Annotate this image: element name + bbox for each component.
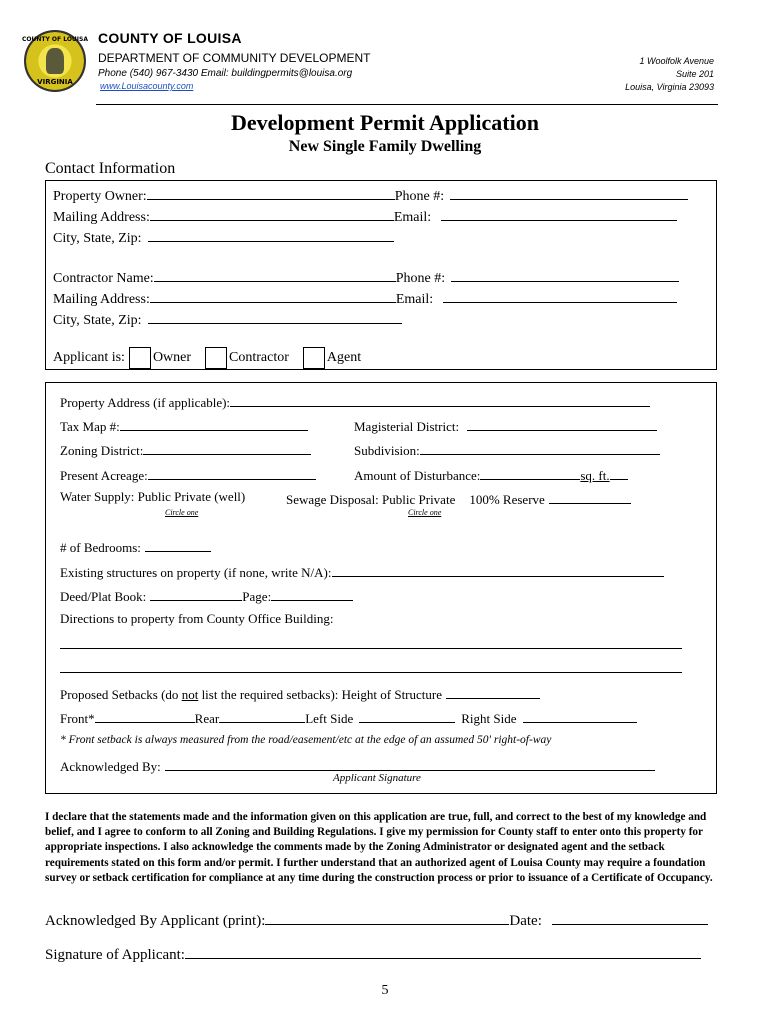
rear-label: Rear — [194, 711, 220, 726]
zoning-label: Zoning District: — [60, 443, 144, 458]
page-subtitle: New Single Family Dwelling — [288, 138, 482, 155]
header-divider — [96, 104, 718, 105]
contractor-phone-field[interactable] — [451, 267, 679, 282]
contractor-city-field[interactable] — [148, 309, 402, 324]
tax-map-field[interactable] — [120, 416, 308, 431]
subdivision-row — [354, 440, 660, 459]
ack-print-row — [45, 910, 708, 930]
setbacks-label-pre: Proposed Setbacks (do — [60, 687, 182, 702]
contractor-phone-label: Phone #: — [395, 271, 446, 286]
applicant-is-label: Applicant is: — [53, 350, 125, 366]
contractor-email-label: Email: — [395, 292, 434, 307]
seal-figure — [46, 48, 64, 74]
water-circle-one-note: Circle one — [165, 508, 199, 517]
property-owner-label: Property Owner: — [53, 189, 147, 204]
address-line-2: Suite 201 — [675, 69, 714, 79]
signature-field[interactable] — [185, 944, 701, 959]
property-owner-field[interactable] — [147, 185, 395, 200]
existing-structures-label: Existing structures on property (if none, write N/A): — [60, 565, 332, 580]
reserve-field[interactable] — [549, 489, 631, 504]
seal-bottom-text: VIRGINIA — [37, 78, 73, 86]
directions-field-1[interactable] — [60, 634, 682, 649]
contractor-city-row — [53, 309, 402, 329]
contractor-option-label: Contractor — [229, 350, 289, 366]
agent-option-label: Agent — [326, 350, 362, 366]
front-label: Front* — [60, 711, 95, 726]
subdivision-label: Subdivision: — [354, 443, 420, 458]
acknowledged-signature-field[interactable] — [165, 756, 655, 771]
rear-field[interactable] — [219, 708, 305, 723]
contractor-name-label: Contractor Name: — [53, 271, 154, 286]
right-side-field[interactable] — [523, 708, 637, 723]
reserve-label: 100% Reserve — [469, 492, 545, 507]
deed-row — [60, 586, 353, 605]
directions-field-2[interactable] — [60, 658, 682, 673]
setbacks-not-emphasis: not — [181, 687, 199, 702]
ack-print-field[interactable] — [265, 910, 509, 925]
property-address-row — [60, 392, 650, 411]
tax-map-row — [60, 416, 308, 435]
contractor-checkbox[interactable] — [205, 347, 227, 369]
sewage-label[interactable]: Sewage Disposal: Public Private — [286, 492, 456, 507]
subdivision-field[interactable] — [420, 440, 660, 455]
page-field[interactable] — [271, 586, 353, 601]
setbacks-row — [60, 684, 540, 703]
seal-top-text: COUNTY OF LOUISA — [22, 36, 88, 43]
existing-structures-field[interactable] — [332, 562, 664, 577]
declaration-paragraph: I declare that the statements made and the information given on this application are true, full, and correct to the best of my knowledge and belief, and I agree to conform to all Zoning and Building Regulations. I give my permission for County staff to enter onto this property for appropriate inspections. I also acknowledge the comments made by the Zoning Administrator or designated agent and the setback requirements stated on this form and/or permit. I further understand that an authorized agent of Louisa County may require a foundation survey or setback certification for compliance at any time during the construction process or prior to issuance of a Certificate of Occupancy. — [45, 811, 713, 884]
contractor-mailing-row — [53, 288, 677, 308]
water-supply-label[interactable]: Water Supply: Public Private (well) — [60, 489, 246, 504]
setbacks-label-post: list the required setbacks): Height of Structure — [198, 687, 442, 702]
agent-checkbox[interactable] — [303, 347, 325, 369]
owner-phone-field[interactable] — [450, 185, 688, 200]
contractor-city-label: City, State, Zip: — [53, 313, 142, 328]
height-field[interactable] — [446, 684, 540, 699]
existing-structures-row — [60, 562, 664, 581]
sqft-unit: sq. ft. — [580, 468, 610, 483]
deed-field[interactable] — [150, 586, 242, 601]
water-supply-row — [60, 489, 245, 505]
disturbance-field[interactable] — [480, 465, 580, 480]
contractor-mailing-label: Mailing Address: — [53, 292, 150, 307]
contractor-email-field[interactable] — [443, 288, 677, 303]
zoning-field[interactable] — [143, 440, 311, 455]
owner-city-label: City, State, Zip: — [53, 231, 142, 246]
bedrooms-label: # of Bedrooms: — [60, 540, 141, 555]
right-side-label: Right Side — [461, 711, 517, 726]
address-line-3: Louisa, Virginia 23093 — [625, 82, 714, 92]
applicant-type-row — [53, 347, 361, 369]
signature-row — [45, 944, 701, 964]
disturbance-row — [354, 465, 628, 484]
bedrooms-row — [60, 537, 211, 556]
contractor-name-field[interactable] — [154, 267, 396, 282]
date-label: Date: — [509, 913, 542, 929]
owner-city-row — [53, 227, 394, 247]
directions-label: Directions to property from County Office Building: — [60, 611, 334, 626]
ack-print-label: Acknowledged By Applicant (print): — [45, 913, 266, 929]
owner-mailing-field[interactable] — [150, 206, 394, 221]
date-field[interactable] — [552, 910, 708, 925]
page-title: Development Permit Application — [231, 110, 539, 135]
property-address-field[interactable] — [230, 392, 650, 407]
county-seal-logo — [24, 30, 86, 92]
owner-email-label: Email: — [393, 210, 432, 225]
bedrooms-field[interactable] — [145, 537, 211, 552]
page-number: 5 — [381, 983, 389, 998]
owner-checkbox[interactable] — [129, 347, 151, 369]
applicant-signature-caption: Applicant Signature — [333, 772, 421, 784]
owner-mailing-label: Mailing Address: — [53, 210, 150, 225]
setback-footnote: * Front setback is always measured from the road/easement/etc at the edge of an assumed 50' right-of-way — [60, 734, 552, 746]
directions-row — [60, 611, 333, 627]
contractor-name-row — [53, 267, 679, 287]
front-field[interactable] — [95, 708, 195, 723]
acknowledged-label: Acknowledged By: — [60, 759, 161, 774]
tax-map-label: Tax Map #: — [60, 419, 120, 434]
department-name: DEPARTMENT OF COMMUNITY DEVELOPMENT — [98, 51, 371, 65]
county-name: COUNTY OF LOUISA — [98, 30, 242, 46]
left-side-field[interactable] — [359, 708, 455, 723]
signature-label: Signature of Applicant: — [45, 947, 185, 963]
owner-phone-label: Phone #: — [394, 189, 445, 204]
acreage-label: Present Acreage: — [60, 468, 148, 483]
deed-label: Deed/Plat Book: — [60, 589, 147, 604]
page-label: Page: — [242, 589, 272, 604]
zoning-row — [60, 440, 311, 459]
disturbance-label: Amount of Disturbance: — [354, 468, 481, 483]
left-side-label: Left Side — [305, 711, 354, 726]
owner-city-field[interactable] — [148, 227, 394, 242]
sewage-row — [286, 489, 631, 508]
contractor-mailing-field[interactable] — [150, 288, 396, 303]
acreage-row — [60, 465, 316, 484]
setback-fields-row — [60, 708, 637, 727]
property-owner-row — [53, 185, 688, 205]
property-address-label: Property Address (if applicable): — [60, 395, 231, 410]
sewage-circle-one-note: Circle one — [408, 508, 442, 517]
contact-phone-email: Phone (540) 967-3430 Email: buildingpermits@louisa.org — [98, 68, 353, 79]
website-link[interactable]: www.Louisacounty.com — [100, 81, 194, 91]
sqft-trail-line — [610, 465, 628, 480]
magisterial-row — [354, 416, 657, 435]
owner-email-field[interactable] — [441, 206, 677, 221]
owner-option-label: Owner — [152, 350, 192, 366]
owner-mailing-row — [53, 206, 677, 226]
magisterial-label: Magisterial District: — [354, 419, 460, 434]
acreage-field[interactable] — [148, 465, 316, 480]
contact-section-label: Contact Information — [45, 160, 176, 177]
address-line-1: 1 Woolfolk Avenue — [639, 56, 714, 66]
magisterial-field[interactable] — [467, 416, 657, 431]
